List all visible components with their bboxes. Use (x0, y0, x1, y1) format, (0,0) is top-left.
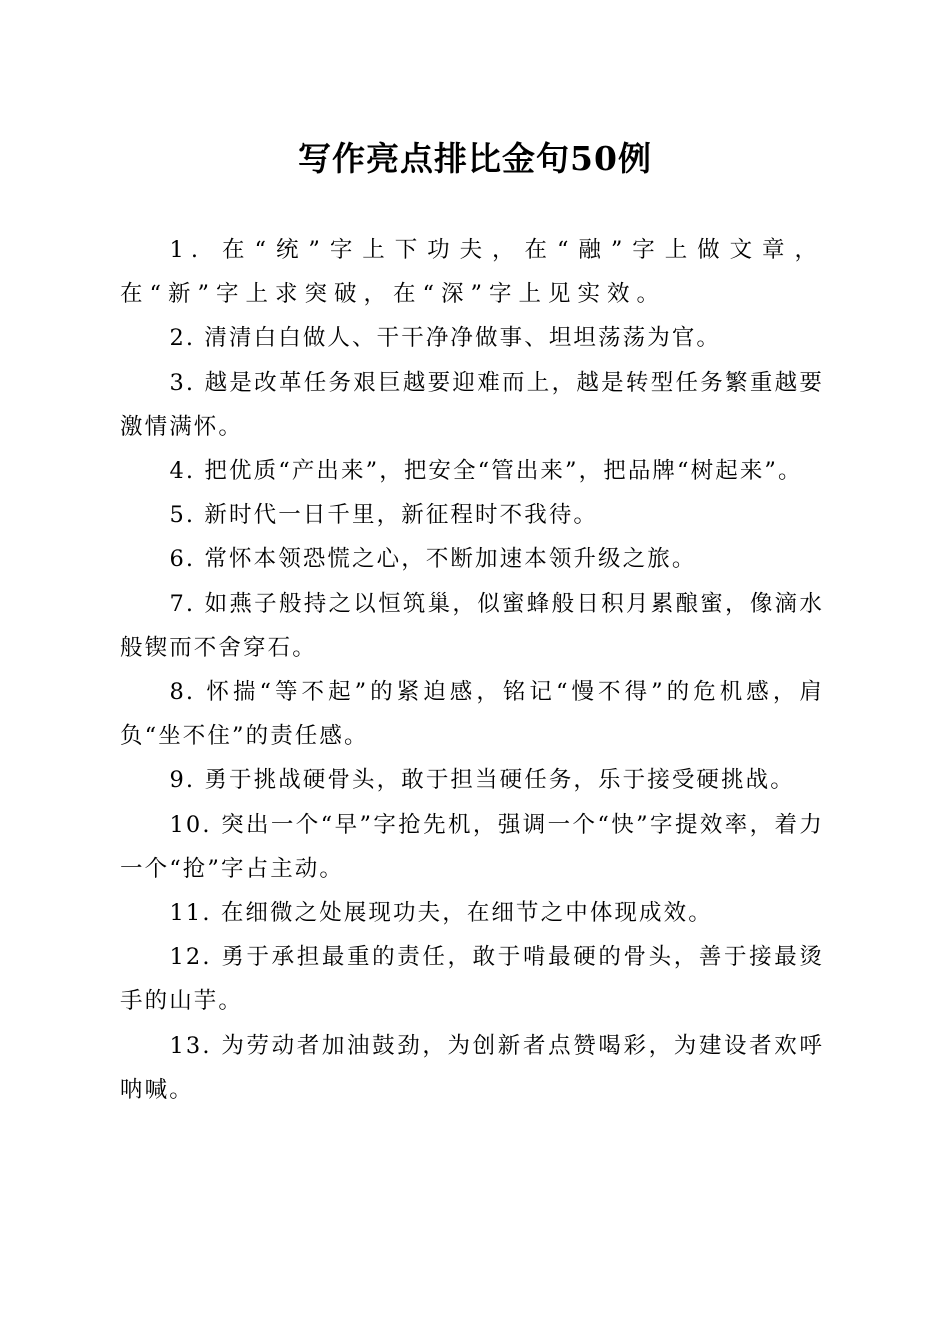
paragraph-6: 6. 常怀本领恐慌之心，不断加速本领升级之旅。 (169, 546, 697, 573)
paragraph-5: 5. 新时代一日千里，新征程时不我待。 (169, 502, 599, 529)
document-body (120, 228, 824, 1112)
paragraph-9: 9. 勇于挑战硬骨头，敢于担当硬任务，乐于接受硬挑战。 (169, 767, 795, 794)
paragraph-2: 2. 清清白白做人、干干净净做事、坦坦荡荡为官。 (169, 325, 722, 352)
paragraph-12: 12. 勇于承担最重的责任，敢于啃最硬的骨头，善于接最烫手的山芋。 (120, 944, 824, 1015)
paragraph-11: 11. 在细微之处展现功夫，在细节之中体现成效。 (169, 900, 713, 927)
paragraph-8: 8. 怀揣“等不起”的紧迫感，铭记“慢不得”的危机感，肩负“坐不住”的责任感。 (120, 679, 824, 750)
paragraph-3: 3. 越是改革任务艰巨越要迎难而上，越是转型任务繁重越要激情满怀。 (120, 369, 824, 440)
paragraph-13: 13. 为劳动者加油鼓劲，为创新者点赞喝彩，为建设者欢呼呐喊。 (120, 1032, 824, 1103)
paragraph-4: 4. 把优质“产出来”，把安全“管出来”，把品牌“树起来”。 (169, 458, 803, 485)
document-title: 写作亮点排比金句50例 (298, 139, 652, 178)
paragraph-10: 10. 突出一个“早”字抢先机，强调一个“快”字提效率，着力一个“抢”字占主动。 (120, 811, 824, 882)
paragraph-1: 1. 在“统”字上下功夫，在“融”字上做文章，在“新”字上求突破，在“深”字上见实效。 (120, 237, 824, 308)
paragraph-7: 7. 如燕子般持之以恒筑巢，似蜜蜂般日积月累酿蜜，像滴水般锲而不舍穿石。 (120, 590, 824, 661)
